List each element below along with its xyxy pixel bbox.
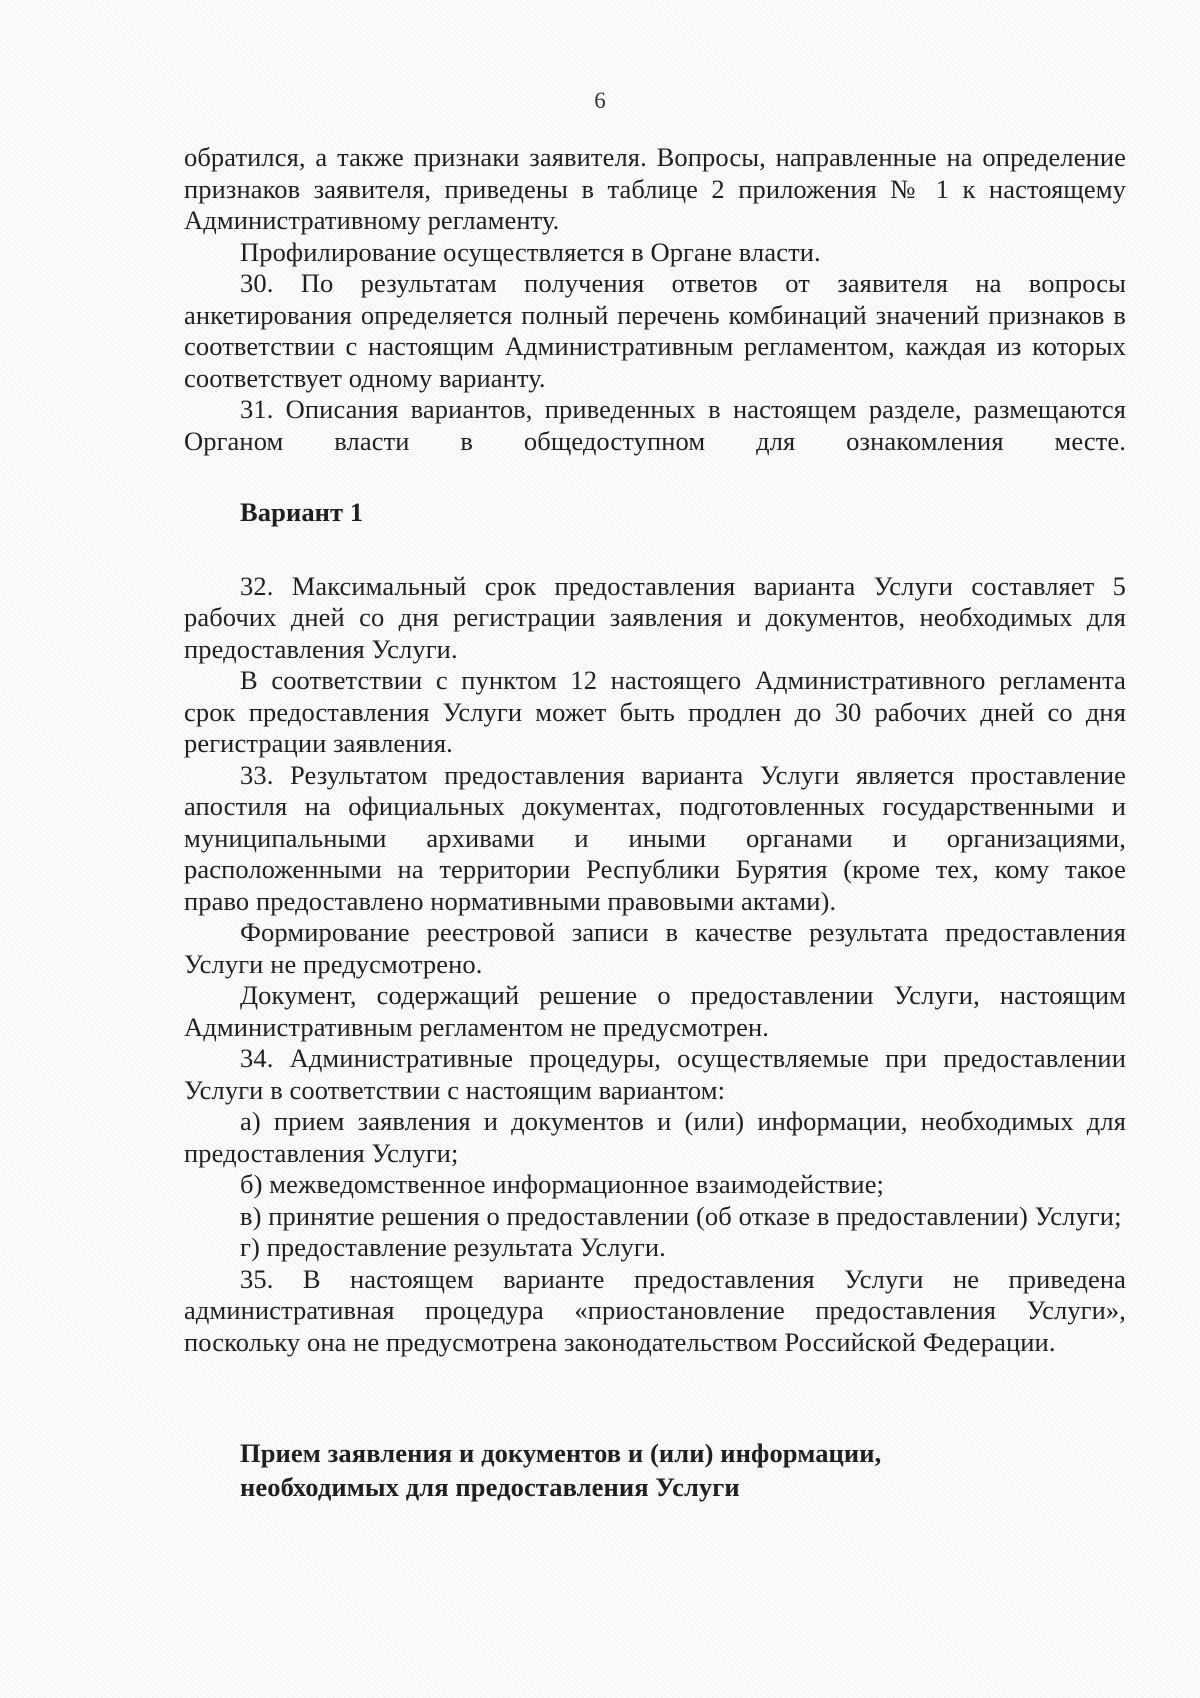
list-item-v: в) принятие решения о предоставлении (об отказе в предоставлении) Услуги;	[240, 1200, 1122, 1231]
paragraph-32: 32. Максимальный срок предоставления варианта Услуги составляет 5 рабочих дней со дня регистрации заявления и документов, необходимых для предоставления Услуги.	[184, 570, 1126, 664]
subsection-title-line-1: Прием заявления и документов и (или) информации,	[240, 1438, 882, 1468]
paragraph-31: 31. Описания вариантов, приведенных в настоящем разделе, размещаются Органом власти в общедоступном для ознакомления месте.	[184, 394, 1126, 456]
paragraph-decision-document: Документ, содержащий решение о предоставлении Услуги, настоящим Административным регламентом не предусмотрен.	[184, 980, 1126, 1042]
paragraph-registry-record: Формирование реестровой записи в качестве результата предоставления Услуги не предусмотрено.	[184, 917, 1126, 979]
list-item-g: г) предоставление результата Услуги.	[240, 1232, 666, 1262]
paragraph-35: 35. В настоящем варианте предоставления Услуги не приведена административная процедура «приостановление предоставления Услуги», поскольку она не предусмотрена законодательством Российской Федерации.	[184, 1263, 1126, 1357]
variant-title: Вариант 1	[240, 497, 364, 527]
paragraph-continuation: обратился, а также признаки заявителя. Вопросы, направленные на определение признаков заявителя, приведены в таблице 2 приложения № 1 к настоящему Административному регламенту.	[184, 142, 1126, 235]
paragraph-30: 30. По результатам получения ответов от заявителя на вопросы анкетирования определяется полный перечень комбинаций значений признаков в соответствии с настоящим Административным регламентом, каждая из которых соответствует одному варианту.	[184, 268, 1126, 393]
list-item-a: а) прием заявления и документов и (или) информации, необходимых для предоставления Услуги;	[184, 1106, 1126, 1168]
list-item-b: б) межведомственное информационное взаимодействие;	[240, 1169, 885, 1199]
paragraph-34: 34. Административные процедуры, осуществляемые при предоставлении Услуги в соответствии с настоящим вариантом:	[184, 1043, 1126, 1105]
document-body	[184, 142, 1126, 1504]
paragraph-profiling: Профилирование осуществляется в Органе власти.	[240, 236, 821, 267]
paragraph-33: 33. Результатом предоставления варианта Услуги является проставление апостиля на официальных документах, подготовленных государственными и муниципальными архивами и иными органами и организациями, расположенными на территории Республики Бурятия (кроме тех, кому такое право предоставлено нормативными правовыми актами).	[184, 759, 1126, 916]
subsection-title	[184, 1436, 1126, 1504]
paragraph-term-extension: В соответствии с пунктом 12 настоящего Административного регламента срок предоставления Услуги может быть продлен до 30 рабочих дней со дня регистрации заявления.	[184, 665, 1126, 758]
subsection-title-line-2: необходимых для предоставления Услуги	[240, 1472, 740, 1502]
page-number: 6	[594, 88, 606, 113]
